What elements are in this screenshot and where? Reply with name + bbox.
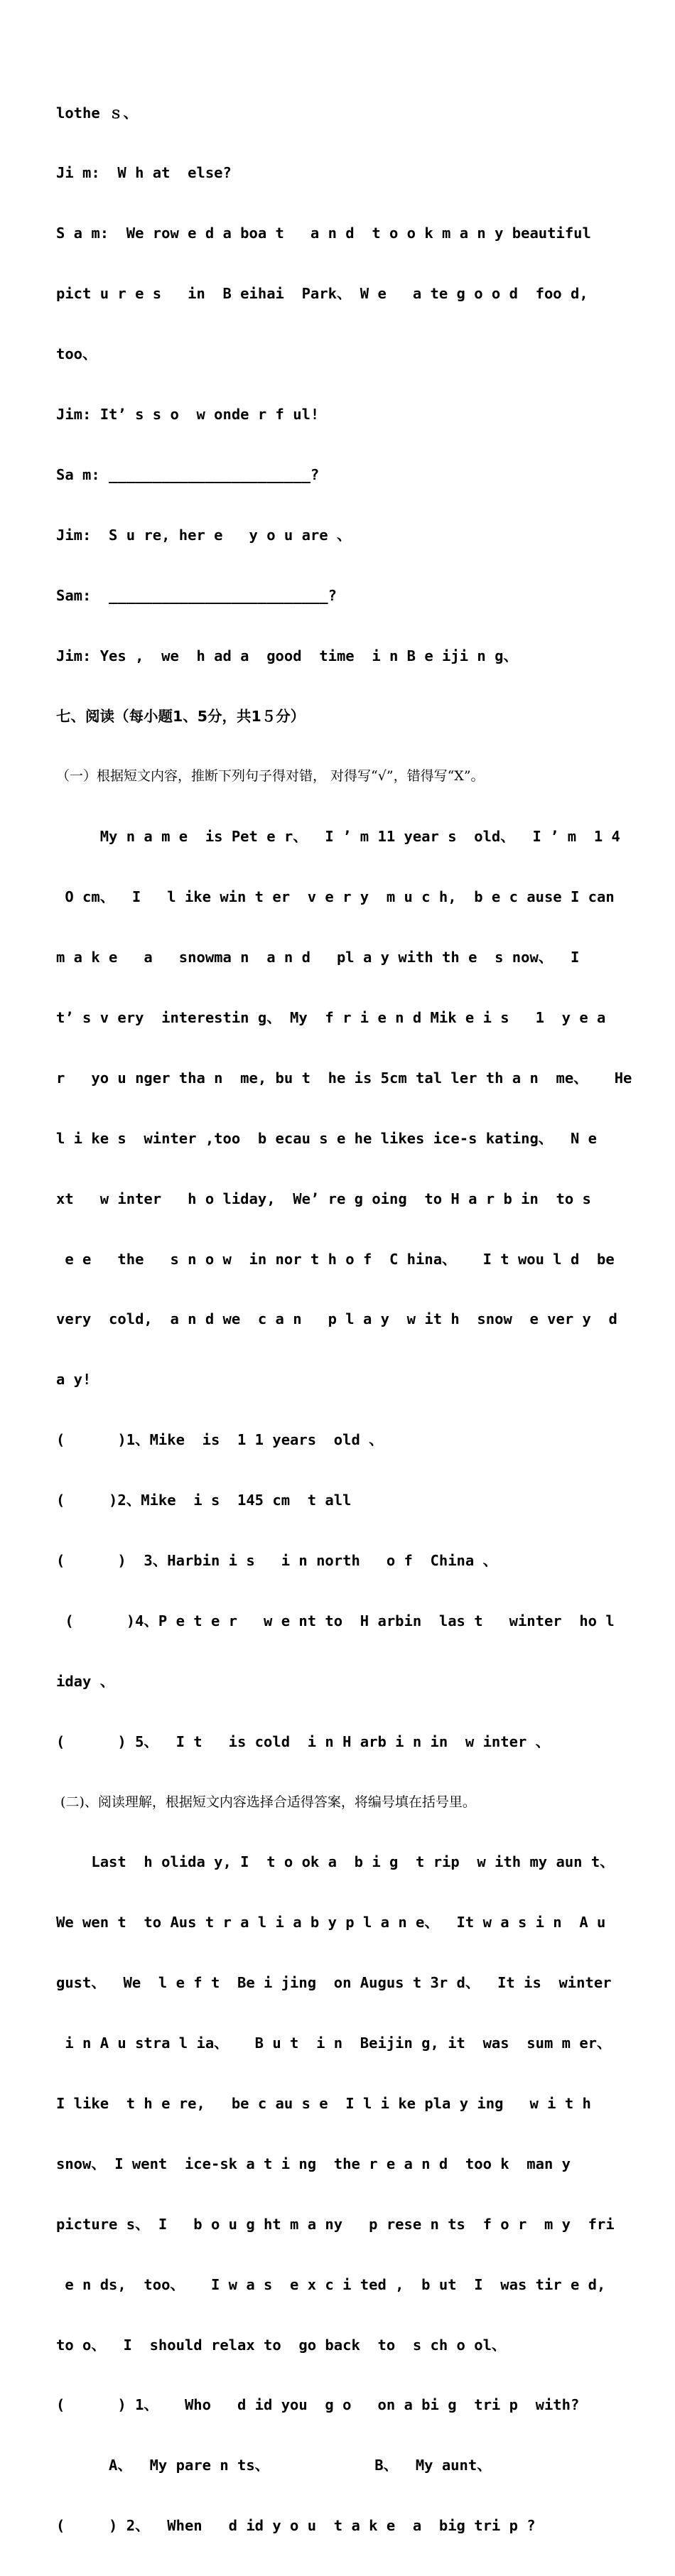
text-line: too、 [56, 345, 97, 363]
text-line: Jim: Yes , we h ad a good time i n B e iji n g、 [56, 647, 518, 664]
passage-line: to o、 I should relax to go back to s ch o ol、 [56, 2336, 507, 2354]
option-line: A、 My pare n ts、 B、 My aunt、 [56, 2457, 492, 2474]
text-line: S a m: We row e d a boa t a n d t o o k m a n y beautiful [56, 225, 591, 242]
instruction-part-two: (二)、阅读理解，根据短文内容选择合适得答案，将编号填在括号里。 [56, 1794, 476, 1810]
passage-line: Last h olida y, I t o ok a b i g t rip w ith my aun t、 [56, 1853, 615, 1871]
text-line: lothe ｓ、 [56, 104, 139, 122]
text-line: Jim: It’ s s o w onde r f ul! [56, 406, 320, 424]
section-heading-reading: 七、阅读（每小题1、5分，共1５分） [56, 707, 306, 725]
passage-line: t’ s v ery interestin g、 My f r i e n d Mik e i s 1 y e a [56, 1008, 606, 1026]
passage-line: r yo u nger tha n me, bu t he is 5cm tal ler th a n me、 He [56, 1069, 632, 1087]
question-line: ( )2、Mike i s 145 cm t all [56, 1492, 352, 1509]
passage-line: We wen t to Aus t r a l i a b y p l a n e、 It w a s i n A u [56, 1914, 606, 1931]
passage-line: very cold, a n d we c a n p l a y w it h snow e ver y d [56, 1310, 617, 1328]
instruction-part-one: （一）根据短文内容，推断下列句子得对错， 对得写“√”，错得写“X”。 [56, 768, 485, 785]
passage-line: e e the s n o w in nor t h o f C hina、 I t wou l d be [56, 1250, 615, 1268]
passage-line: xt w inter h o liday, We’ re g oing to H a r b in to s [56, 1190, 591, 1207]
text-line: Jim: S u re, her e y o u are 、 [56, 526, 352, 544]
question-line: ( )4、P e t e r w e nt to H arbin las t winter ho l [56, 1612, 615, 1629]
passage-line: snow、 I went ice-sk a t i ng the r e a n d too k man y [56, 2155, 571, 2172]
passage-line: i n A u stra l ia、 B u t i n Beijin g, it was sum m er、 [56, 2035, 612, 2052]
passage-line: gust、 We l e f t Be i jing on Augus t 3r d、 It is winter [56, 1974, 612, 1992]
question-line: ( ) 5、 I t is cold i n H arb i n in w inter 、 [56, 1732, 551, 1750]
text-line: Sam: _________________________? [56, 586, 337, 604]
question-line: ( ) 2、 When d id y o u t a k e a big tri p ? [56, 2517, 536, 2535]
text-line: Ji m: W h at else? [56, 164, 232, 182]
passage-line: l i ke s winter ,too b ecau s e he likes ice-s kating、 N e [56, 1129, 598, 1147]
passage-line: a y! [56, 1371, 92, 1389]
passage-line: e n ds, too、 I w a s e x c i ted , b ut I was tir e d, [56, 2275, 606, 2293]
question-line: ( )1、Mike is 1 1 years old 、 [56, 1431, 384, 1449]
text-line: Sa m: _______________________? [56, 465, 320, 483]
question-line: ( ) 3、Harbin i s i n north o f China 、 [56, 1551, 498, 1569]
passage-line: My n a m e is Pet e r、 I ’ m 11 year s old、 I ’ m 1 4 [56, 828, 620, 846]
passage-line: O cm、 I l ike win t er v e r y m u c h, b e c ause I can [56, 888, 615, 906]
document-text [56, 63, 632, 2576]
passage-line: picture s、 I b o u g ht m a ny p rese n ts f o r m y fri [56, 2215, 615, 2233]
passage-line: I like t h e re, be c au s e I l i ke pla y ing w i t h [56, 2094, 591, 2112]
question-line: ( ) 1、 Who d id you g o on a bi g tri p with? [56, 2396, 580, 2414]
text-line: pict u r e s in B eihai Park、 W e a te g o o d foo d, [56, 285, 588, 303]
passage-line: m a k e a snowma n a n d pl a y with th e s now、 I [56, 949, 580, 966]
question-line: iday 、 [56, 1672, 115, 1690]
